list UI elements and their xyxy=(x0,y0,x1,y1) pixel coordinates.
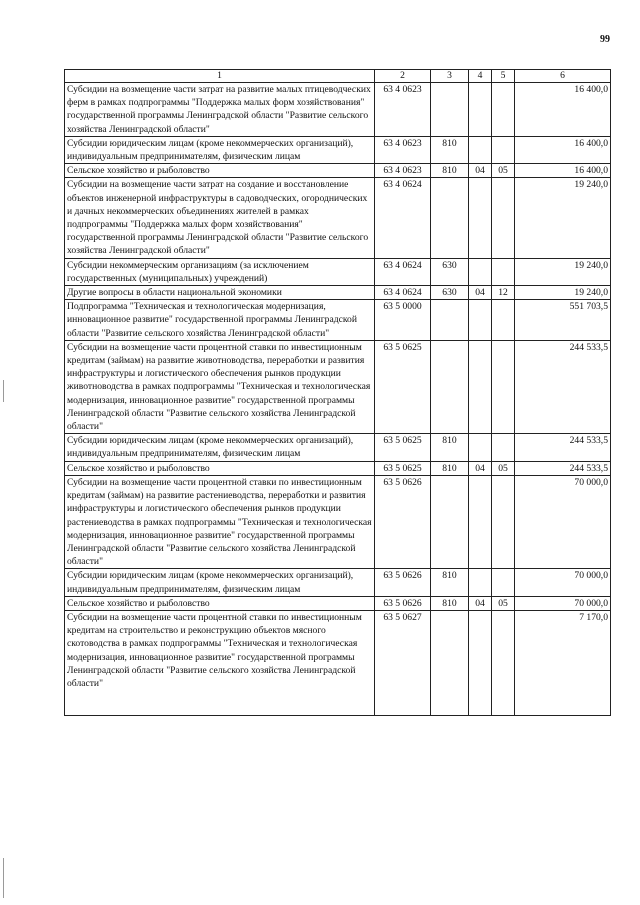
row-subsection: 05 xyxy=(492,164,515,178)
table-row xyxy=(65,610,611,715)
row-expense-type xyxy=(431,340,469,433)
row-section xyxy=(469,258,492,285)
page-number: 99 xyxy=(600,34,610,45)
row-target-code: 63 5 0626 xyxy=(375,475,431,568)
row-description: Субсидии некоммерческим организациям (за исключением государственных (муниципальных) учреждений) xyxy=(65,258,375,285)
row-subsection: 12 xyxy=(492,286,515,300)
column-header-target-code: 2 xyxy=(375,70,431,83)
row-description: Субсидии на возмещение части затрат на развитие малых птицеводческих ферм в рамках подпрограммы "Поддержка малых форм хозяйствования" государственной программы Ленинградской области "Развитие сельского хозяйства Ленинградской области" xyxy=(65,83,375,137)
row-section xyxy=(469,569,492,596)
row-section: 04 xyxy=(469,596,492,610)
row-expense-type xyxy=(431,178,469,258)
row-subsection: 05 xyxy=(492,461,515,475)
row-amount: 70 000,0 xyxy=(515,596,611,610)
row-expense-type xyxy=(431,83,469,137)
table-row xyxy=(65,178,611,258)
row-section xyxy=(469,475,492,568)
row-amount: 70 000,0 xyxy=(515,569,611,596)
row-target-code: 63 4 0623 xyxy=(375,136,431,163)
row-amount: 244 533,5 xyxy=(515,340,611,433)
table-row xyxy=(65,286,611,300)
row-subsection xyxy=(492,83,515,137)
row-target-code: 63 4 0624 xyxy=(375,258,431,285)
row-section xyxy=(469,340,492,433)
row-expense-type xyxy=(431,475,469,568)
row-amount: 19 240,0 xyxy=(515,258,611,285)
row-expense-type: 810 xyxy=(431,596,469,610)
row-description: Сельское хозяйство и рыболовство xyxy=(65,164,375,178)
budget-table xyxy=(64,69,611,716)
row-subsection xyxy=(492,136,515,163)
row-amount: 19 240,0 xyxy=(515,178,611,258)
table-row xyxy=(65,434,611,461)
table-header-row xyxy=(65,70,611,83)
row-target-code: 63 5 0625 xyxy=(375,340,431,433)
table-row xyxy=(65,596,611,610)
row-target-code: 63 5 0000 xyxy=(375,300,431,341)
row-amount: 244 533,5 xyxy=(515,461,611,475)
row-amount: 19 240,0 xyxy=(515,286,611,300)
row-expense-type: 810 xyxy=(431,136,469,163)
row-expense-type: 810 xyxy=(431,569,469,596)
row-expense-type: 810 xyxy=(431,434,469,461)
row-target-code: 63 5 0625 xyxy=(375,434,431,461)
row-expense-type xyxy=(431,300,469,341)
row-amount: 244 533,5 xyxy=(515,434,611,461)
table-row xyxy=(65,340,611,433)
table-row xyxy=(65,258,611,285)
row-subsection xyxy=(492,300,515,341)
row-expense-type xyxy=(431,610,469,715)
row-section xyxy=(469,178,492,258)
row-description: Сельское хозяйство и рыболовство xyxy=(65,596,375,610)
row-target-code: 63 4 0624 xyxy=(375,286,431,300)
row-amount: 551 703,5 xyxy=(515,300,611,341)
row-section: 04 xyxy=(469,286,492,300)
row-subsection xyxy=(492,258,515,285)
row-section xyxy=(469,434,492,461)
row-section xyxy=(469,610,492,715)
row-description: Другие вопросы в области национальной экономики xyxy=(65,286,375,300)
row-expense-type: 810 xyxy=(431,461,469,475)
row-target-code: 63 5 0626 xyxy=(375,596,431,610)
row-subsection xyxy=(492,178,515,258)
row-section xyxy=(469,300,492,341)
scan-edge-mark xyxy=(3,858,4,898)
row-description: Субсидии на возмещение части процентной ставки по инвестиционным кредитам (займам) на развитие животноводства, переработки и развития инфраструктуры и логистического обеспечения рынков продукции животноводства в рамках подпрограммы "Техническая и технологическая модернизация, инновационное развитие" государственной программы Ленинградской области "Развитие сельского хозяйства Ленинградской области" xyxy=(65,340,375,433)
row-subsection xyxy=(492,569,515,596)
table-row xyxy=(65,461,611,475)
table-row xyxy=(65,475,611,568)
column-header-amount: 6 xyxy=(515,70,611,83)
row-description: Субсидии на возмещение части процентной ставки по инвестиционным кредитам на строительство и реконструкцию объектов мясного скотоводства в рамках подпрограммы "Техническая и технологическая модернизация, инновационное развитие" государственной программы Ленинградской области "Развитие сельского хозяйства Ленинградской области" xyxy=(65,610,375,715)
row-description: Субсидии на возмещение части затрат на создание и восстановление объектов инженерной инфраструктуры в садоводческих, огороднических и дачных некоммерческих объединениях жителей в рамках подпрограммы "Поддержка малых форм хозяйствования" государственной программы Ленинградской области "Развитие сельского хозяйства Ленинградской области" xyxy=(65,178,375,258)
row-amount: 16 400,0 xyxy=(515,83,611,137)
row-expense-type: 630 xyxy=(431,286,469,300)
row-description: Сельское хозяйство и рыболовство xyxy=(65,461,375,475)
row-target-code: 63 4 0624 xyxy=(375,178,431,258)
table-row xyxy=(65,569,611,596)
row-description: Подпрограмма "Техническая и технологическая модернизация, инновационное развитие" государственной программы Ленинградской области "Развитие сельского хозяйства Ленинградской области" xyxy=(65,300,375,341)
column-header-section: 4 xyxy=(469,70,492,83)
column-header-subsection: 5 xyxy=(492,70,515,83)
row-target-code: 63 5 0626 xyxy=(375,569,431,596)
row-amount: 7 170,0 xyxy=(515,610,611,715)
column-header-expense-type: 3 xyxy=(431,70,469,83)
row-description: Субсидии на возмещение части процентной ставки по инвестиционным кредитам (займам) на развитие растениеводства, переработки и развития инфраструктуры и логистического обеспечения рынков продукции растениеводства в рамках подпрограммы "Техническая и технологическая модернизация, инновационное развитие" государственной программы Ленинградской области "Развитие сельского хозяйства Ленинградской области" xyxy=(65,475,375,568)
column-header-description: 1 xyxy=(65,70,375,83)
row-target-code: 63 4 0623 xyxy=(375,83,431,137)
row-subsection xyxy=(492,610,515,715)
row-subsection xyxy=(492,340,515,433)
table-row xyxy=(65,300,611,341)
row-section: 04 xyxy=(469,461,492,475)
row-subsection xyxy=(492,434,515,461)
row-section xyxy=(469,136,492,163)
row-amount: 16 400,0 xyxy=(515,164,611,178)
row-target-code: 63 5 0625 xyxy=(375,461,431,475)
row-description: Субсидии юридическим лицам (кроме некоммерческих организаций), индивидуальным предпринимателям, физическим лицам xyxy=(65,434,375,461)
row-section xyxy=(469,83,492,137)
row-amount: 16 400,0 xyxy=(515,136,611,163)
row-description: Субсидии юридическим лицам (кроме некоммерческих организаций), индивидуальным предпринимателям, физическим лицам xyxy=(65,569,375,596)
table-row xyxy=(65,83,611,137)
row-subsection xyxy=(492,475,515,568)
scan-edge-mark xyxy=(3,380,4,402)
row-target-code: 63 5 0627 xyxy=(375,610,431,715)
row-expense-type: 630 xyxy=(431,258,469,285)
row-subsection: 05 xyxy=(492,596,515,610)
row-expense-type: 810 xyxy=(431,164,469,178)
table-row xyxy=(65,136,611,163)
row-description: Субсидии юридическим лицам (кроме некоммерческих организаций), индивидуальным предпринимателям, физическим лицам xyxy=(65,136,375,163)
row-section: 04 xyxy=(469,164,492,178)
row-amount: 70 000,0 xyxy=(515,475,611,568)
table-row xyxy=(65,164,611,178)
row-target-code: 63 4 0623 xyxy=(375,164,431,178)
